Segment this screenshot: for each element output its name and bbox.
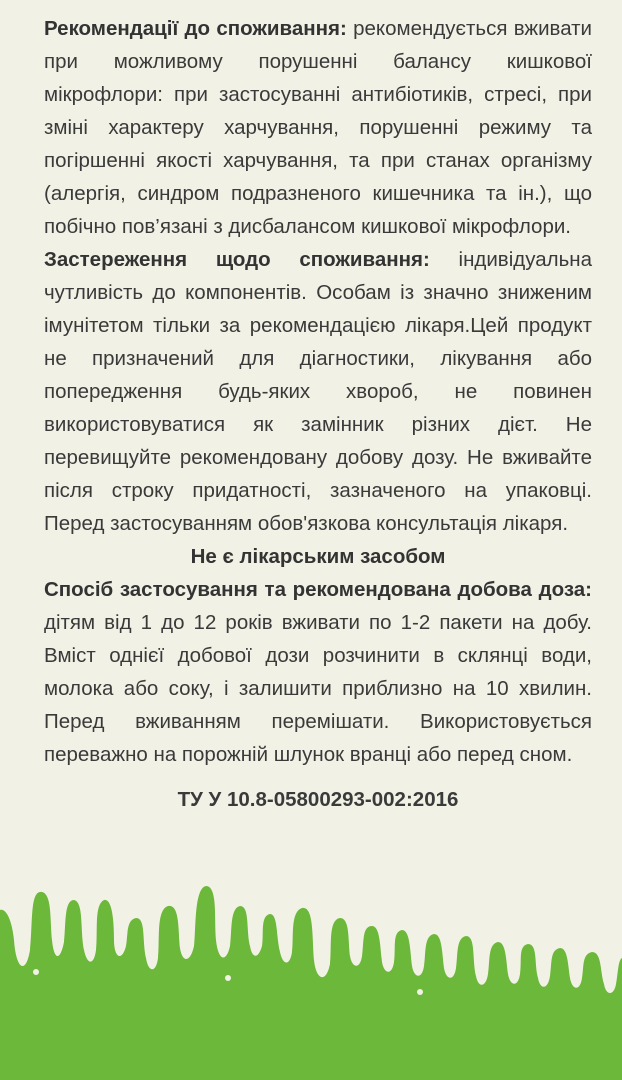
usage-body: дітям від 1 до 12 років вживати по 1-2 пакети на добу. Вміст однієї добової дози розчинити в склянці води, молока або соку, і залишити приблизно на 10 хвилин. Перед вживанням перемішати. Використовується переважно на порожній шлунок вранці або перед сном. bbox=[44, 611, 592, 766]
usage-paragraph bbox=[44, 573, 592, 771]
spec-code: ТУ У 10.8-05800293-002:2016 bbox=[177, 788, 459, 811]
green-drip-shape bbox=[0, 886, 622, 1080]
recommendations-heading: Рекомендації до споживання: bbox=[44, 17, 347, 40]
green-drop-1 bbox=[33, 969, 39, 975]
not-medicine-notice: Не є лікарським засобом bbox=[190, 545, 446, 568]
recommendations-paragraph bbox=[44, 12, 592, 243]
warnings-paragraph bbox=[44, 243, 592, 540]
label-text-block bbox=[44, 12, 592, 816]
warnings-heading: Застереження щодо споживання: bbox=[44, 248, 430, 271]
green-drip-decoration bbox=[0, 880, 622, 1080]
warnings-body: індивідуальна чутливість до компонентів. Особам із значно зниженим імунітетом тільки за рекомендацією лікаря.Цей продукт не призначений для діагностики, лікування або попередження будь-яких хвороб, не повинен використовуватися як замінник різних дієт. Не перевищуйте рекомендовану добову дозу. Не вживайте після строку придатності, зазначеного на упаковці. Перед застосуванням обов'язкова консультація лікаря. bbox=[44, 248, 592, 535]
recommendations-body: рекомендується вживати при можливому порушенні балансу кишкової мікрофлори: при застосуванні антибіотиків, стресі, при зміні характеру харчування, порушенні режиму та погіршенні якості харчування, та при станах організму (алергія, синдром подразненого кишечника та ін.), що побічно пов’язані з дисбалансом кишкової мікрофлори. bbox=[44, 17, 592, 238]
green-drop-2 bbox=[225, 975, 231, 981]
green-drop-3 bbox=[417, 989, 423, 995]
usage-heading: Спосіб застосування та рекомендована добова доза: bbox=[44, 578, 592, 601]
